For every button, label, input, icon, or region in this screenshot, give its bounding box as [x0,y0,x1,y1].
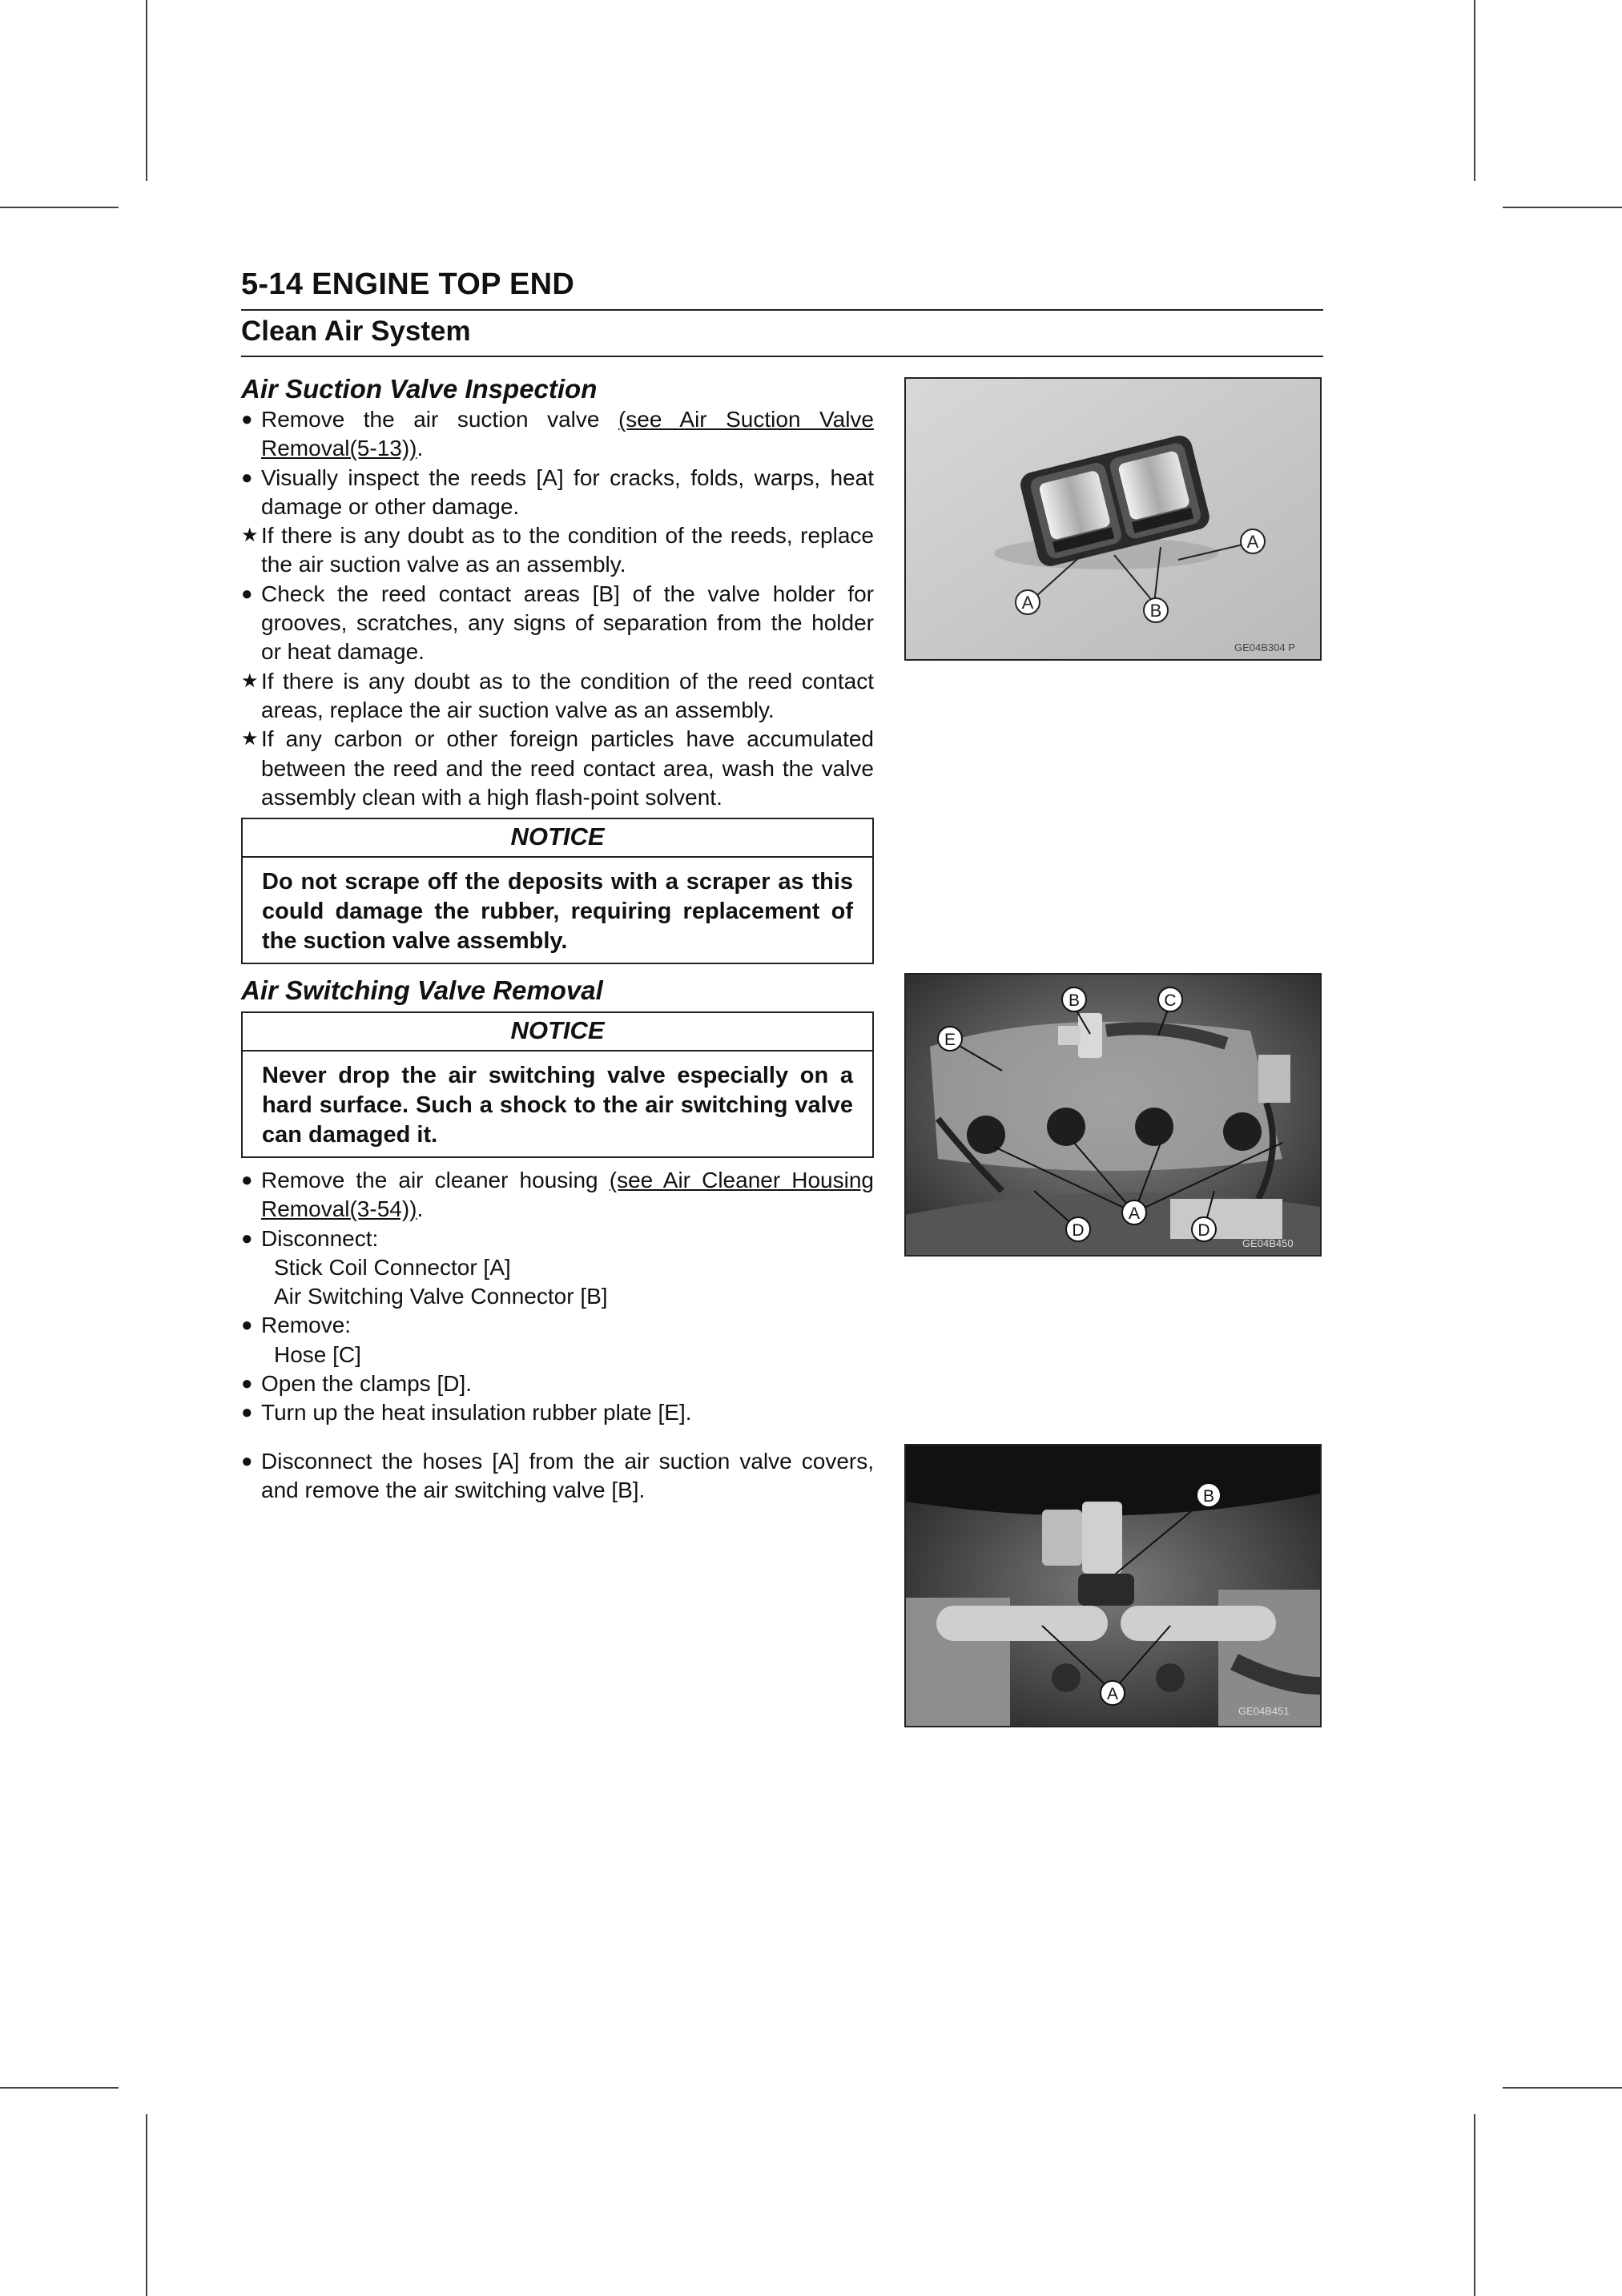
list-item [241,405,874,464]
list-item [241,1224,874,1253]
item-text: Remove the air suction valve [261,407,618,432]
inspection-title: Air Suction Valve Inspection [241,374,598,404]
svg-text:A: A [1246,532,1259,552]
list-item [241,1369,874,1398]
figure-code: GE04B304 P [1234,641,1295,653]
figure-code: GE04B451 [1238,1705,1290,1717]
engine-photo [906,975,1320,1255]
removal-list [241,1166,874,1428]
bullet-icon: ● [241,1227,253,1249]
item-text: Open the clamps [D]. [261,1371,473,1397]
section-title: Clean Air System [241,316,471,347]
notice-box [241,1011,874,1158]
header-rule [241,309,1323,311]
svg-text:D: D [1197,1221,1210,1240]
cross-reference-link[interactable]: (see Air Suction Valve Removal(5-13)) [261,407,874,461]
svg-text:B: B [1149,601,1162,621]
crop-mark [1474,2114,1475,2296]
svg-text:D: D [1072,1221,1085,1240]
item-text: If any carbon or other foreign particles have accumulated between the reed and the reed contact area, wash the valve assembly clean with a high flash-point solvent. [261,726,874,810]
item-text: Visually inspect the reeds [A] for cracks, folds, warps, heat damage or other damage. [261,464,874,519]
item-text: If there is any doubt as to the condition of the reeds, replace the air suction valve as an assembly. [261,523,874,577]
list-item [241,1447,874,1506]
bullet-icon: ● [241,582,253,605]
item-text-end: . [417,1196,424,1222]
svg-text:A: A [1021,593,1034,613]
svg-text:E: E [944,1031,956,1049]
item-text: If there is any doubt as to the condition of the reed contact areas, replace the air suction valve as an assembly. [261,668,874,722]
list-item [241,464,874,522]
bullet-icon: ● [241,1373,253,1395]
reed-valve-photo [906,379,1320,659]
item-text: Remove the air cleaner housing [261,1168,610,1192]
list-item [241,667,874,726]
figure-code: GE04B450 [1242,1237,1294,1249]
bullet-icon: ● [241,1169,253,1191]
crop-mark [1503,2087,1622,2089]
inspection-list [241,405,874,812]
bullet-icon: ● [241,466,253,489]
item-text: Turn up the heat insulation rubber plate [E]. [261,1400,692,1425]
item-text: Check the reed contact areas [B] of the valve holder for grooves, scratches, any signs of separation from the holder or heat damage. [261,581,874,665]
bullet-icon: ● [241,1401,253,1424]
item-text-end: . [417,436,424,461]
crop-mark [1474,0,1475,181]
sub-item: Stick Coil Connector [A] [274,1254,511,1280]
list-item [241,1398,874,1427]
final-step [241,1447,874,1506]
svg-text:A: A [1106,1685,1119,1703]
list-item [241,1166,874,1224]
star-icon: ★ [241,728,259,750]
section-rule [241,356,1323,357]
bullet-icon: ● [241,1450,253,1472]
cross-reference-link[interactable]: (see Air Cleaner Housing Removal(3-54)) [261,1168,874,1222]
sub-item: Hose [C] [274,1341,361,1367]
page-title: 5-14 ENGINE TOP END [241,267,575,301]
item-text: Remove: [261,1313,352,1338]
list-item [241,580,874,667]
crop-mark [0,2087,119,2089]
svg-text:B: B [1068,991,1081,1010]
notice-text: Do not scrape off the deposits with a scraper as this could damage the rubber, requiring replacement of the suction valve assembly. [262,869,853,955]
removal-section [241,975,874,1428]
crop-mark [0,207,119,208]
bullet-icon: ● [241,408,253,430]
notice-text: Never drop the air switching valve especially on a hard surface. Such a shock to the air switching valve can damaged it. [262,1063,853,1148]
svg-text:A: A [1128,1204,1141,1223]
crop-mark [146,0,147,181]
item-text: Disconnect the hoses [A] from the air suction valve covers, and remove the air switching valve [B]. [261,1449,874,1503]
svg-text:B: B [1202,1487,1215,1506]
sub-item: Air Switching Valve Connector [B] [274,1284,608,1309]
star-icon: ★ [241,669,259,692]
figure-reed-valve [904,377,1322,661]
hoses-photo [906,1446,1320,1726]
bullet-icon: ● [241,1314,253,1337]
svg-text:C: C [1164,991,1177,1010]
notice-head: NOTICE [243,819,872,858]
figure-air-switching-hoses [904,1444,1322,1727]
item-text: Disconnect: [261,1225,379,1251]
list-item [241,521,874,580]
removal-title: Air Switching Valve Removal [241,975,603,1005]
crop-mark [146,2114,147,2296]
crop-mark [1503,207,1622,208]
figure-air-switching-valve [904,973,1322,1257]
star-icon: ★ [241,525,259,547]
inspection-section [241,373,874,964]
notice-head: NOTICE [243,1013,872,1051]
notice-box [241,818,874,964]
list-item [241,725,874,812]
list-item [241,1311,874,1340]
